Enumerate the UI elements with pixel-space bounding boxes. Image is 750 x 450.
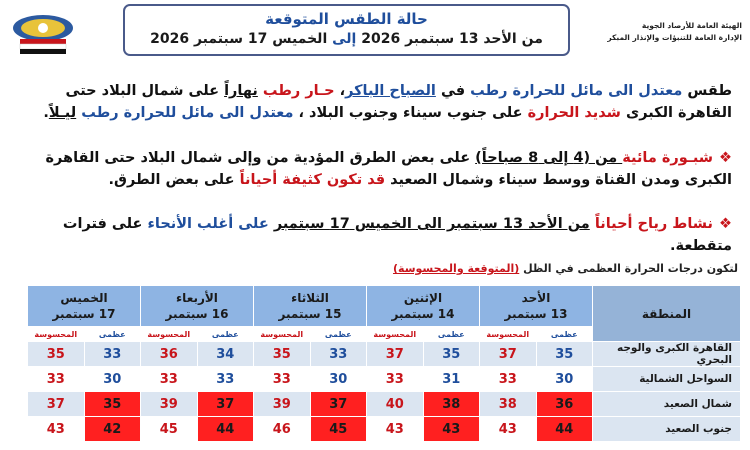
feel-temp: 33 [367,367,424,392]
day-name: الثلاثاء [291,291,329,305]
day-header [367,286,480,327]
max-label: عظمى [310,327,367,342]
day-name: الأحد [521,291,551,305]
feel-temp: 36 [141,342,198,367]
feel-label: المحسوسة [367,327,424,342]
feel-label: المحسوسة [141,327,198,342]
p1-n: ليـلاً [48,105,77,121]
day-date: 13 سبتمبر [504,307,568,321]
fog-warning [32,147,732,191]
max-temp: 33 [197,367,254,392]
caption-highlight: (المتوقعة والمحسوسة) [393,262,520,275]
p1-e: ، [334,83,346,99]
p3-c: من الأحد 13 سبتمبر الى الخميس 17 سبتمبر [273,216,590,232]
date-to: الخميس 17 سبتمبر 2026 [150,31,328,47]
p1-f: حـار رطب [262,83,335,99]
p2-c: على بعض الطرق المؤدية من وإلى شمال البلاد حتى القاهرة الكبرى ومدن القناة ووسط سيناء وشمال الصعيد [45,150,732,188]
max-temp: 33 [310,342,367,367]
p2-a: شبـورة مائية [622,150,713,166]
day-header [141,286,254,327]
max-temp: 37 [310,392,367,417]
feel-temp: 39 [141,392,198,417]
feel-label: المحسوسة [254,327,311,342]
agency-line-2: الإدارة العامة للتنبؤات والإنذار المبكر [607,33,742,42]
date-to-word: إلى [332,31,357,47]
max-label: عظمى [423,327,480,342]
max-label: عظمى [84,327,141,342]
feel-temp: 43 [28,417,85,442]
feel-temp: 40 [367,392,424,417]
p1-b: معتدل الى مائل للحرارة رطب [470,83,683,99]
feel-temp: 35 [254,342,311,367]
feel-temp: 33 [28,367,85,392]
feel-temp: 43 [480,417,537,442]
p1-j: شديد الحرارة [527,105,621,121]
agency-name [592,20,742,44]
p3-f: على فترات متقطعة. [62,216,732,254]
day-header [254,286,367,327]
max-temp: 36 [536,392,593,417]
table-row [28,392,741,417]
bullet-icon: ❖ [719,216,732,232]
max-temp: 45 [310,417,367,442]
day-name: الإثنين [403,291,443,305]
p1-a: طقس [682,83,732,99]
max-temp: 31 [423,367,480,392]
date-from: من الأحد 13 سبتمبر 2026 [361,31,543,47]
p2-d: قد تكون كثيفة أحياناً [239,172,386,188]
day-date: 16 سبتمبر [165,307,229,321]
bullet-icon: ❖ [719,150,732,166]
feel-temp: 33 [141,367,198,392]
feel-temp: 39 [254,392,311,417]
region-name: القاهرة الكبرى والوجه البحري [593,342,741,367]
max-temp: 33 [84,342,141,367]
day-name: الأربعاء [176,291,218,305]
feel-temp: 46 [254,417,311,442]
max-temp: 30 [310,367,367,392]
wind-warning [32,213,732,257]
feel-temp: 38 [480,392,537,417]
max-temp: 35 [84,392,141,417]
max-temp: 34 [197,342,254,367]
agency-line-1: الهيئة العامة للأرصاد الجوية [641,21,742,30]
max-temp: 37 [197,392,254,417]
feel-label: المحسوسة [480,327,537,342]
page-title: حالة الطقس المتوقعة [265,10,428,28]
feel-temp: 37 [367,342,424,367]
feel-temp: 37 [28,392,85,417]
max-temp: 30 [536,367,593,392]
max-temp: 38 [423,392,480,417]
day-date: 15 سبتمبر [278,307,342,321]
day-date: 17 سبتمبر [52,307,116,321]
p3-e: على أغلب الأنحاء [147,216,269,232]
feel-temp: 33 [254,367,311,392]
day-header [28,286,141,327]
p1-l: معتدل الى مائل للحرارة رطب [81,105,294,121]
feel-temp: 43 [367,417,424,442]
max-temp: 43 [423,417,480,442]
max-temp: 30 [84,367,141,392]
max-temp: 42 [84,417,141,442]
feel-temp: 35 [28,342,85,367]
day-name: الخميس [60,291,108,305]
temperature-table [27,285,741,442]
table-row [28,367,741,392]
p1-d: الصباح الباكر [345,83,436,99]
region-name: السواحل الشمالية [593,367,741,392]
p2-e: على بعض الطرق. [108,172,240,188]
p1-h: نهاراً [224,83,258,99]
region-header: المنطقة [593,286,741,342]
max-temp: 35 [423,342,480,367]
table-row [28,417,741,442]
max-label: عظمى [536,327,593,342]
region-name: شمال الصعيد [593,392,741,417]
p3-a: نشاط رياح أحياناً [594,216,713,232]
agency-logo [10,6,76,56]
day-header [480,286,593,327]
day-date: 14 سبتمبر [391,307,455,321]
p1-o: . [43,105,49,121]
caption-text: لتكون درجات الحرارة العظمى في الظل [519,262,738,275]
max-temp: 44 [197,417,254,442]
feel-temp: 37 [480,342,537,367]
feel-label: المحسوسة [28,327,85,342]
feel-temp: 45 [141,417,198,442]
max-label: عظمى [197,327,254,342]
region-name: جنوب الصعيد [593,417,741,442]
forecast-summary [32,80,732,124]
p1-k: على جنوب سيناء وجنوب البلاد ، [293,105,528,121]
date-range [125,31,568,47]
table-caption [393,262,738,275]
p1-c: في [435,83,471,99]
p2-b: من (4 إلى 8 صباحاً) [475,150,623,166]
feel-temp: 33 [480,367,537,392]
title-box [123,4,570,56]
p1-i: على شمال البلاد حتى القاهرة الكبرى [65,83,732,121]
max-temp: 44 [536,417,593,442]
table-row [28,342,741,367]
max-temp: 35 [536,342,593,367]
